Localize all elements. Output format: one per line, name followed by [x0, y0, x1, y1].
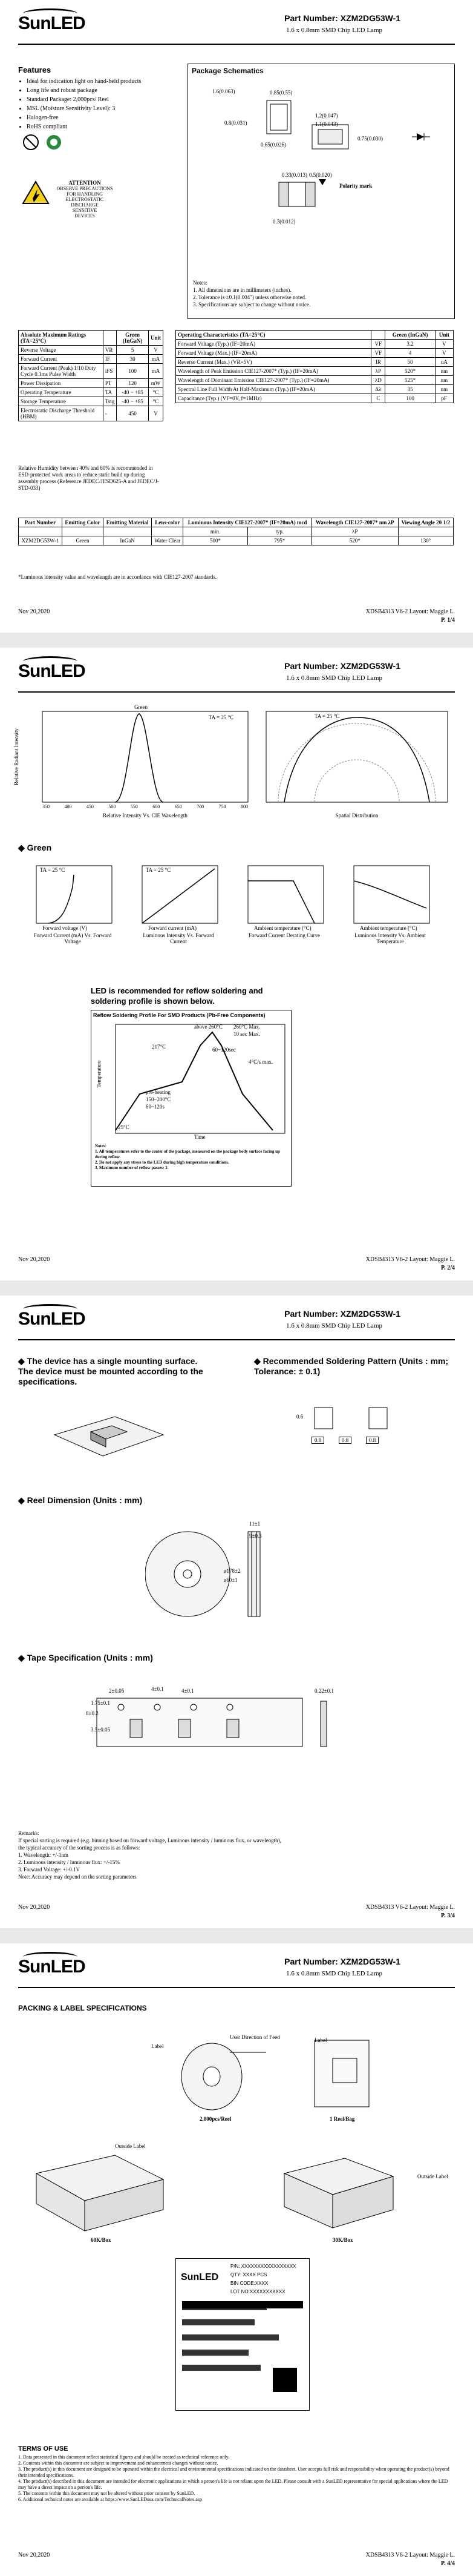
- table-row: Forward Current IF 30 mA: [19, 355, 163, 364]
- reel-dim: 9±0.3: [249, 1533, 262, 1539]
- mounting-title: ◆ The device has a single mounting surface. The device must be mounted according to the specifications.: [18, 1356, 203, 1386]
- reflow-xlabel: Time: [194, 1134, 206, 1140]
- tape-title: ◆ Tape Specification (Units : mm): [18, 1653, 153, 1662]
- tape-dim: 3.5±0.05: [91, 1727, 110, 1733]
- sunled-logo: SunLED: [18, 1309, 85, 1329]
- spatial-title: Spatial Distribution: [335, 812, 379, 819]
- feature-item: • Long life and robust package: [27, 86, 169, 95]
- barcode-icon: [182, 2301, 303, 2398]
- halogen-free-icon: [22, 133, 40, 151]
- packing-label: Label: [315, 2037, 327, 2043]
- label-lot: LOT NO:XXXXXXXXXXX: [230, 2289, 285, 2294]
- polarity-label: Polarity mark: [339, 183, 373, 189]
- dim-label: 1.6(0.063): [212, 88, 235, 94]
- feature-item: • Halogen-free: [27, 113, 169, 122]
- schematic-notes: Notes: 1. All dimensions are in millimeters (inches). 2. Tolerance is ±0.1(0.004") unless otherwise noted. 3. Specifications are subject to change without notice.: [193, 280, 311, 308]
- packing-label: Outside Label: [115, 2143, 146, 2149]
- dim-label: 1.1(0.043): [315, 121, 338, 127]
- pattern-dim: 0.8: [366, 1437, 379, 1444]
- mini-chart-forward-current: [24, 863, 115, 935]
- box-30k-drawing: [272, 2143, 405, 2234]
- green-section-title: ◆ Green: [18, 843, 52, 852]
- feature-item: • Standard Package: 2,000pcs/ Reel: [27, 95, 169, 104]
- packing-title: PACKING & LABEL SPECIFICATIONS: [18, 2004, 147, 2012]
- table-row: Electrostatic Discharge Threshold (HBM) - 450 V: [19, 406, 163, 421]
- table-row: Reverse Current (Max.) (VR=5V) IR 50 uA: [176, 358, 454, 367]
- pattern-dim: 0.8: [312, 1437, 324, 1444]
- esd-note: Relative Humidity between 40% and 60% is recommended in ESD-protected work areas to reduce static build up during assembly process (Reference JEDEC/JESD625-A and JEDEC/J-STD-033): [18, 465, 159, 491]
- table-row: Forward Voltage (Typ.) (IF=20mA) VF 3.2 V: [176, 340, 454, 349]
- page-4: SunLED Part Number: XZM2DG53W-1 1.6 x 0.8mm SMD Chip LED Lamp PACKING & LABEL SPECIFICATIONS User Direction of Feed 2,000pcs/Reel 1 Reel/Bag Label Label Outside Label 60K/Box Outside Label 30K/Box SunLED P/N: XXXXXXXXXXXXXXXXX QTY: XXXX PCS BIN CODE:XXXX LOT NO:XXXXXXXXXXX TERMS OF USE 1. Data presented in this document reflect statistical figures and should be treated as technical reference only. 2. Contents within this document are subject to improvement and enhancement changes without notice. 3. The product(s) in this document are designed to be operated within the electrical and environmental specifications indicated on the datasheet. User accepts full risk and responsibility when operating the product(s) beyond their intended specifications. 4. The product(s) described in this document are intended for electronic applications in which a person's life is not reliant upon the LED. Please consult with a SunLED representative for special applications where the LED may have a direct impact on a person's life. 5. The contents within this document may not be altered without prior consent by SunLED. 6. Additional technical notes are available at https://www.SunLEDusa.com/TechnicalNotes.asp Nov 20,2020 XDSB4313 V6-2 Layout: Maggie L. P. 4/4: [0, 1943, 473, 2576]
- table-row: XZM2DG53W-1 Green InGaN Water Clear 500* 795* 520* 130°: [19, 536, 454, 545]
- reflow-label: 217°C: [152, 1044, 166, 1050]
- spectrum-title: Relative Intensity Vs. CIE Wavelength: [103, 812, 188, 819]
- packing-label: 30K/Box: [333, 2237, 353, 2243]
- subtitle: 1.6 x 0.8mm SMD Chip LED Lamp: [286, 1970, 382, 1977]
- page-2: SunLED Part Number: XZM2DG53W-1 1.6 x 0.8mm SMD Chip LED Lamp Green TA = 25 °C Relative Radiant Intensity 350 400 450 500 550 600 650 700 750 800 Relative Intensity Vs. CIE Wavelength TA = 25 °C Spatial Distribution ◆ Green TA = 25 °C Forward voltage (V) Forward Current (mA) Vs. Forward Voltage TA = 25 °C Forward current (mA) Luminous Intensity Vs. Forward Current Ambient temperature (°C) Forward Current Derating Curve Ambient temperature (°C) Luminous Intensity Vs. Ambient Temperature LED is recommended for reflow soldering and soldering profile is shown below. Reflow Soldering Profile For SMD Products (Pb-Free Components) above 260°C 260°C Max. 10 sec Max. 217°C 60~120sec 4°C/s max. pre-heating 150~200°C 60~120s 25°C Time Temperature Notes: 1. All temperatures refer to the center of the package, measured on the package body surface facing up during reflow. 2. Do not apply any stress to the LED during high temperature conditions. 3. Maximum number of reflow passes: 2 Nov 20,2020 XDSB4313 V6-2 Layout: Maggie L. P. 2/4: [0, 648, 473, 1280]
- mini-chart-title: Forward Current Derating Curve: [248, 932, 321, 938]
- features-box: [18, 65, 169, 318]
- reflow-label: 60~120sec: [212, 1047, 236, 1053]
- mini-chart-title: Luminous Intensity Vs. Ambient Temperature: [354, 932, 426, 944]
- mini-chart-luminous-current: [130, 863, 221, 935]
- table-row: Wavelength of Dominant Emission CIE127-2007* (Typ.) (IF=20mA) λD 525* nm: [176, 376, 454, 385]
- label-qty: QTY: XXXX PCS: [230, 2272, 267, 2278]
- spatial-curve: [284, 717, 429, 802]
- page-header: [18, 10, 455, 45]
- mini-chart-xlabel: Forward voltage (V): [42, 925, 87, 931]
- mini-chart-xlabel: Forward current (mA): [148, 925, 197, 931]
- spectrum-chart: [18, 705, 254, 820]
- operating-characteristics-table: Operating Characteristics (TA=25°C) Green (InGaN) Unit Forward Voltage (Typ.) (IF=20mA) VF 3.2 V Forward Voltage (Max.) (IF=20mA) VF 4 V Reverse Current (Max.) (VR=5V) IR 50 uA Wavelength of Peak Emission CIE127-2007* (Typ.) (IF=20mA) λP 520* nm Wavelength of Dominant Emission CIE127-2007* (Typ.) (IF=20mA) λD 525* nm Spectral Line Full Width At Half-Maximum (Typ.) (IF=20mA) Δλ 35 nm Capacitance (Typ.) (VF=0V, f=1MHz) C 100 pF: [175, 330, 454, 403]
- dim-label: 0.75(0.030): [357, 136, 383, 142]
- spectrum-ta: TA = 25 °C: [209, 714, 234, 720]
- feature-item: • Ideal for indication light on hand-held products: [27, 77, 169, 86]
- reflow-label: above 260°C: [194, 1024, 223, 1030]
- dim-label: 0.85(0.55): [270, 90, 293, 96]
- reel-dim: ø178±2: [224, 1568, 241, 1574]
- mini-chart-derating: [236, 863, 327, 935]
- sorting-remarks: Remarks: If special sorting is required (e.g. binning based on forward voltage, Luminous intensity / luminous flux, or wavelength), the typical accuracy of the sorting process is as follows: 1. Wavelength: +/-1nm 2. Luminous intensity / luminous flux: +/-15% 3. Forward Voltage: +/-0.1V Note: Accuracy may depend on the sorting parameters: [18, 1830, 281, 1880]
- tape-dim: 4±0.1: [181, 1688, 194, 1694]
- mini-chart-xlabel: Ambient temperature (°C): [360, 925, 417, 931]
- dim-label: 1.2(0.047): [315, 113, 338, 119]
- table-row: Forward Voltage (Max.) (IF=20mA) VF 4 V: [176, 349, 454, 358]
- reflow-title: Reflow Soldering Profile For SMD Products (Pb-Free Components): [93, 1012, 266, 1018]
- spatial-ta: TA = 25 °C: [315, 713, 340, 719]
- page-header: [18, 1953, 455, 1988]
- table-row: Reverse Voltage VR 5 V: [19, 346, 163, 355]
- cie-note: *Luminous intensity value and wavelength are in accordance with CIE127-2007 standards.: [18, 574, 217, 580]
- reflow-label: 10 sec Max.: [233, 1031, 260, 1037]
- box-60k-drawing: [24, 2143, 175, 2234]
- packing-label: 60K/Box: [91, 2237, 111, 2243]
- mini-chart-xlabel: Ambient temperature (°C): [254, 925, 312, 931]
- terms-of-use: TERMS OF USE 1. Data presented in this document reflect statistical figures and should be treated as technical reference only. 2. Contents within this document are subject to improvement and enhancement changes without notice. 3. The product(s) in this document are designed to be operated within the electrical and environmental specifications indicated on the datasheet. User accepts full risk and responsibility when operating the product(s) beyond their intended specifications. 4. The product(s) described in this document are intended for electronic applications in which a person's life is not reliant upon the LED. Please consult with a SunLED representative for special applications where the LED may have a direct impact on a person's life. 5. The contents within this document may not be altered without prior consent by SunLED. 6. Additional technical notes are available at https://www.SunLEDusa.com/TechnicalNotes.asp: [18, 2445, 449, 2502]
- pattern-title: ◆ Recommended Soldering Pattern (Units : mm; Tolerance: ± 0.1): [254, 1356, 449, 1376]
- rohs-icon: [45, 133, 63, 151]
- reflow-label: pre-heating: [146, 1089, 171, 1095]
- part-number: Part Number: XZM2DG53W-1: [284, 661, 400, 671]
- reel-drawing: [145, 1520, 315, 1629]
- part-number: Part Number: XZM2DG53W-1: [284, 13, 400, 23]
- pattern-dim: 0.6: [296, 1414, 304, 1420]
- sunled-logo: SunLED: [18, 661, 85, 682]
- subtitle: 1.6 x 0.8mm SMD Chip LED Lamp: [286, 1322, 382, 1329]
- packing-label: Outside Label: [417, 2173, 448, 2179]
- spectrum-x-axis: 350 400 450 500 550 600 650 700 750 800: [42, 804, 248, 809]
- spatial-distribution-chart: [260, 705, 454, 820]
- page-header: [18, 657, 455, 693]
- mini-chart-ta: TA = 25 °C: [40, 867, 65, 873]
- table-row: Forward Current (Peak) 1/10 Duty Cycle 0.1ms Pulse Width iFS 100 mA: [19, 364, 163, 379]
- esd-warning-icon: [22, 180, 50, 205]
- reel-title: ◆ Reel Dimension (Units : mm): [18, 1495, 143, 1505]
- table-row: Capacitance (Typ.) (VF=0V, f=1MHz) C 100 pF: [176, 394, 454, 403]
- schematics-title: Package Schematics: [192, 67, 264, 75]
- table-row: Wavelength of Peak Emission CIE127-2007* (Typ.) (IF=20mA) λP 520* nm: [176, 367, 454, 376]
- tape-dim: 0.22±0.1: [315, 1688, 334, 1694]
- features-title: Features: [18, 65, 51, 74]
- package-schematics-box: [188, 64, 455, 319]
- reflow-profile-box: [91, 1010, 292, 1187]
- spectrum-curve: [115, 714, 163, 802]
- dim-label: 0.5(0.020): [309, 172, 332, 178]
- mini-chart-luminous-temp: [342, 863, 432, 935]
- reflow-label: 4°C/s max.: [249, 1059, 273, 1065]
- sunled-logo: SunLED: [18, 13, 85, 34]
- page-header: [18, 1305, 455, 1340]
- reel-bag-drawing: [308, 2034, 375, 2113]
- table-row: Storage Temperature Tstg -40 ~ +85 °C: [19, 397, 163, 406]
- table-row: Operating Temperature TA -40 ~ +85 °C: [19, 388, 163, 397]
- reflow-note: LED is recommended for reflow soldering and soldering profile is shown below.: [91, 986, 263, 1006]
- subtitle: 1.6 x 0.8mm SMD Chip LED Lamp: [286, 674, 382, 682]
- mounting-drawing: [42, 1398, 175, 1471]
- page-1: SunLED Part Number: XZM2DG53W-1 1.6 x 0.8mm SMD Chip LED Lamp Features • Ideal for indication light on hand-held products • Long life and robust package • Standard Package: 2,000pcs/ Reel • MSL (Moisture Sensitivity Level): 3 • Halogen-free • RoHS compliant ATTENTION OBSERVE PRECAUTIONS FOR HANDLING ELECTROSTATIC DISCHARGE SENSITIVE DEVICES Package Schematics 0.85(0.55) 0.8(0.031) 1.6(0.063) 1.2(0.047) 1.1(0.043) 0.75(0.030) 0.65(0.026) 0.33(0.013) 0.5(0.020) 0.3(0.012) Polarity mark Notes: 1. All dimensions are in millimeters (inches). 2. Tolerance is ±0.1(0.004") unless otherwise noted. 3. Specifications are subject to change without notice. Absolute Maximum Ratings (TA=25°C) Green (InGaN) Unit Reverse Voltage VR 5 V Forward Current IF 30 mA Forward Current (Peak) 1/10 Duty Cycle 0.1ms Pulse Width iFS 100 mA Power Dissipation PT 120 mW Operating Temperature TA -40 ~ +85 °C Storage Temperature Tstg -40 ~ +85 °C Electrostatic Discharge Threshold (HBM) - 450 V Relative Humidity between 40% and 60% is recommended in ESD-protected work areas to reduce static build up during assembly process (Reference JEDEC/JESD625-A and JEDEC/J-STD-033) Operating Characteristics (TA=25°C) Green (InGaN) Unit Forward Voltage (Typ.) (IF=20mA) VF 3.2 V Forward Voltage (Max.) (IF=20mA) VF 4 V Reverse Current (Max.) (VR=5V) IR 50 uA Wavelength of Peak Emission CIE127-2007* (Typ.) (IF=20mA) λP 520* nm Wavelength of Dominant Emission CIE127-2007* (Typ.) (IF=20mA) λD 525* nm Spectral Line Full Width At Half-Maximum (Typ.) (IF=20mA) Δλ 35 nm Capacitance (Typ.) (VF=0V, f=1MHz) C 100 pF Part Number Emitting Color Emitting Material Lens-color Luminous Intensity CIE127-2007* (IF=20mA) mcd Wavelength CIE127-2007* nm λP Viewing Angle 2θ 1/2 min. typ. λP XZM2DG53W-1 Green InGaN Water Clear 500* 795* 520* 130° *Luminous intensity value and wavelength are in accordance with CIE127-2007 standards. Nov 20,2020 XDSB4313 V6-2 Layout: Maggie L. P. 1/4: [0, 0, 473, 633]
- dim-label: 0.33(0.013): [282, 172, 307, 178]
- tape-dim: 2±0.05: [109, 1688, 125, 1694]
- reflow-label: 150~200°C: [146, 1096, 171, 1102]
- part-number: Part Number: XZM2DG53W-1: [284, 1957, 400, 1966]
- dim-label: 0.8(0.031): [224, 120, 247, 126]
- page-3: SunLED Part Number: XZM2DG53W-1 1.6 x 0.8mm SMD Chip LED Lamp ◆ The device has a single mounting surface. The device must be mounted according to the specifications. ◆ Recommended Soldering Pattern (Units : mm; Tolerance: ± 0.1) 0.8 0.8 0.8 0.6 ◆ Reel Dimension (Units : mm) 11±1 9±0.3 ø178±2 ø60±1 ◆ Tape Specification (Units : mm) 8±0.2 4±0.1 2±0.05 4±0.1 3.5±0.05 1.75±0.1 0.22±0.1 Remarks: If special sorting is required (e.g. binning based on forward voltage, Luminous intensity / luminous flux, or wavelength), the typical accuracy of the sorting process is as follows: 1. Wavelength: +/-1nm 2. Luminous intensity / luminous flux: +/-15% 3. Forward Voltage: +/-0.1V Note: Accuracy may depend on the sorting parameters Nov 20,2020 XDSB4313 V6-2 Layout: Maggie L. P. 3/4: [0, 1296, 473, 1928]
- reflow-ylabel: Temperature: [96, 1060, 102, 1088]
- mini-chart-ta: TA = 25 °C: [146, 867, 171, 873]
- reflow-curve: [116, 1032, 273, 1130]
- packing-reel-drawing: [175, 2034, 272, 2113]
- tape-dim: 4±0.1: [151, 1686, 164, 1692]
- label-pn: P/N: XXXXXXXXXXXXXXXXX: [230, 2264, 296, 2269]
- mini-chart-title: Forward Current (mA) Vs. Forward Voltage: [33, 932, 112, 944]
- label-brand: SunLED: [181, 2272, 219, 2282]
- packing-label: 2,000pcs/Reel: [200, 2116, 232, 2122]
- packing-label: User Direction of Feed: [230, 2034, 280, 2040]
- reflow-label: 25°C: [118, 1124, 129, 1130]
- label-bin: BIN CODE:XXXX: [230, 2281, 269, 2286]
- sample-label: [175, 2258, 310, 2411]
- subtitle: 1.6 x 0.8mm SMD Chip LED Lamp: [286, 27, 382, 34]
- feature-item: • RoHS compliant: [27, 122, 169, 131]
- dim-label: 0.65(0.026): [261, 142, 286, 148]
- reel-dim: ø60±1: [224, 1577, 238, 1583]
- feature-item: • MSL (Moisture Sensitivity Level): 3: [27, 104, 169, 113]
- packing-label: 1 Reel/Bag: [330, 2116, 355, 2122]
- reflow-label: 260°C Max.: [233, 1024, 261, 1030]
- packing-label: Label: [151, 2043, 164, 2049]
- features-list: [18, 77, 169, 131]
- mini-chart-title: Luminous Intensity Vs. Forward Current: [143, 932, 214, 944]
- tape-dim: 1.75±0.1: [91, 1700, 110, 1706]
- tape-dim: 8±0.2: [86, 1710, 99, 1716]
- reflow-label: 60~120s: [146, 1104, 165, 1110]
- tape-drawing: [79, 1680, 393, 1765]
- attention-text: ATTENTION OBSERVE PRECAUTIONS FOR HANDLING ELECTROSTATIC DISCHARGE SENSITIVE DEVICES: [56, 180, 113, 219]
- selection-table: Part Number Emitting Color Emitting Material Lens-color Luminous Intensity CIE127-2007* (IF=20mA) mcd Wavelength CIE127-2007* nm λP Viewing Angle 2θ 1/2 min. typ. λP XZM2DG53W-1 Green InGaN Water Clear 500* 795* 520* 130°: [18, 518, 454, 545]
- table-row: Power Dissipation PT 120 mW: [19, 379, 163, 388]
- reflow-notes: Notes: 1. All temperatures refer to the center of the package, measured on the package body surface facing up during reflow. 2. Do not apply any stress to the LED during high temperature conditions. 3. Maximum number of reflow passes: 2: [95, 1144, 280, 1170]
- part-number: Part Number: XZM2DG53W-1: [284, 1309, 400, 1319]
- dim-label: 0.3(0.012): [273, 219, 296, 225]
- pattern-dim: 0.8: [339, 1437, 351, 1444]
- spectrum-ylabel: Relative Radiant Intensity: [13, 728, 19, 785]
- absolute-max-ratings-table: Absolute Maximum Ratings (TA=25°C) Green (InGaN) Unit Reverse Voltage VR 5 V Forward Current IF 30 mA Forward Current (Peak) 1/10 Duty Cycle 0.1ms Pulse Width iFS 100 mA Power Dissipation PT 120 mW Operating Temperature TA -40 ~ +85 °C Storage Temperature Tstg -40 ~ +85 °C Electrostatic Discharge Threshold (HBM) - 450 V: [18, 330, 163, 421]
- spectrum-series-label: Green: [134, 704, 148, 710]
- reel-dim: 11±1: [249, 1521, 261, 1527]
- table-row: Spectral Line Full Width At Half-Maximum (Typ.) (IF=20mA) Δλ 35 nm: [176, 385, 454, 394]
- sunled-logo: SunLED: [18, 1957, 85, 1977]
